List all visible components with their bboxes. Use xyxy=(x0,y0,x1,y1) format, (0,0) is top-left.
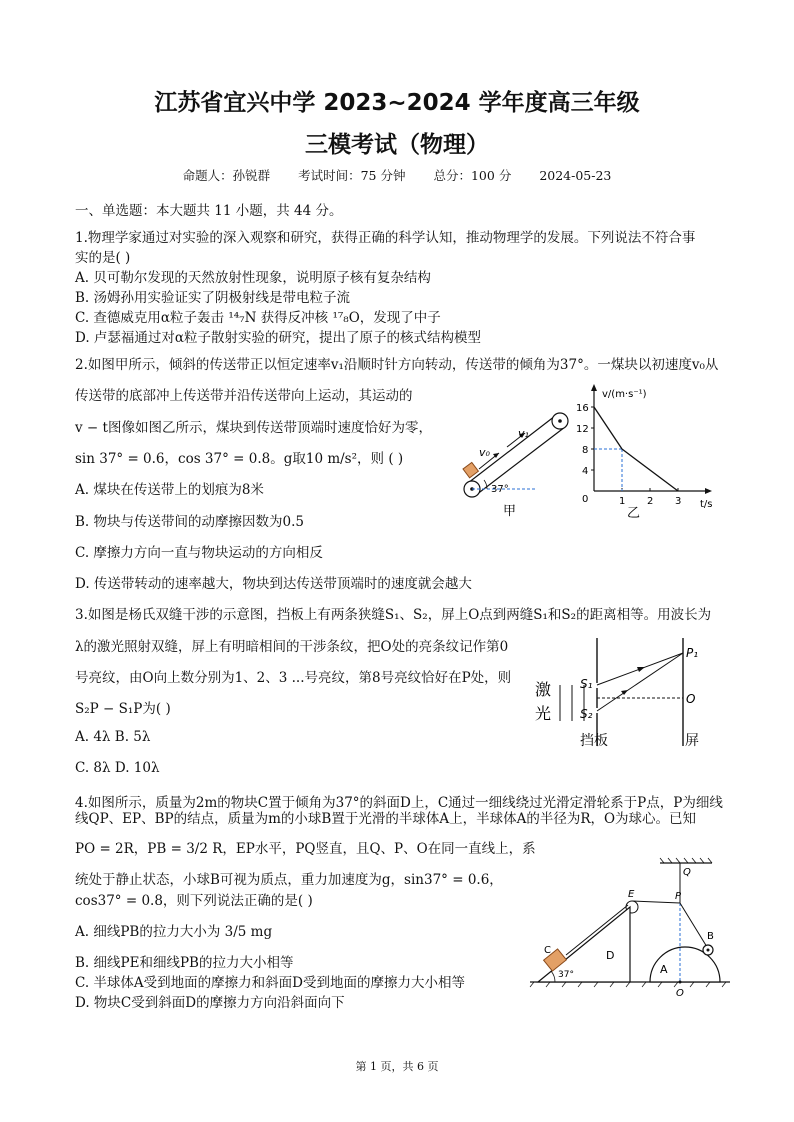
q4-stem-5: cos37° = 0.8，则下列说法正确的是( ) xyxy=(75,893,313,909)
q3-options-cd: C. 8λ D. 10λ xyxy=(75,760,160,776)
label-s1: S₁ xyxy=(580,677,593,691)
section-heading: 一、单选题：本大题共 11 小题，共 44 分。 xyxy=(75,203,343,219)
label-s2: S₂ xyxy=(580,707,593,721)
label-laser-2: 光 xyxy=(535,704,552,723)
y-tick-label: 16 xyxy=(576,403,589,414)
label-angle-37: 37° xyxy=(491,484,509,495)
label-angle: 37° xyxy=(558,970,574,980)
q1-stem-2: 实的是( ) xyxy=(75,250,131,266)
q1-option-a: A. 贝可勒尔发现的天然放射性现象，说明原子核有复杂结构 xyxy=(75,270,431,286)
q2-stem-2: 传送带的底部冲上传送带并沿传送带向上运动，其运动的 xyxy=(75,388,413,404)
figure-label-yi: 乙 xyxy=(627,506,641,521)
x-axis-label: t/s xyxy=(700,499,713,510)
q2-option-a: A. 煤块在传送带上的划痕为8米 xyxy=(75,482,264,498)
label-screen: 屏 xyxy=(685,733,699,749)
label-v1: v₁ xyxy=(518,427,529,440)
label-o-center: O xyxy=(676,988,684,999)
q2-stem-1: 2.如图甲所示，倾斜的传送带正以恒定速率v₁沿顺时针方向转动，传送带的倾角为37°。一煤块以初速度v₀从 xyxy=(75,357,719,373)
q2-option-b: B. 物块与传送带间的动摩擦因数为0.5 xyxy=(75,514,304,530)
y-axis-label: v/(m·s⁻¹) xyxy=(602,389,647,400)
label-q: Q xyxy=(683,867,691,878)
label-p: P xyxy=(675,891,682,902)
figure-label-jia: 甲 xyxy=(503,504,517,519)
y-tick-label: 8 xyxy=(582,445,589,456)
q1-option-c: C. 查德威克用α粒子轰击 ¹⁴₇N 获得反冲核 ¹⁷₈O，发现了中子 xyxy=(75,310,441,326)
q1-stem-1: 1.物理学家通过对实验的深入观察和研究，获得正确的科学认知，推动物理学的发展。下列说法不符合事 xyxy=(75,230,696,246)
page-footer: 第 1 页，共 6 页 xyxy=(355,1060,439,1073)
origin-label: 0 xyxy=(582,494,589,505)
q4-option-d: D. 物块C受到斜面D的摩擦力方向沿斜面向下 xyxy=(75,995,345,1011)
exam-title: 江苏省宜兴中学 2023~2024 学年度高三年级 xyxy=(154,90,640,116)
y-tick-label: 12 xyxy=(576,424,589,435)
exam-subtitle: 三模考试（物理） xyxy=(305,132,489,158)
q4-stem-2-prefix: 线QP、 xyxy=(75,811,123,827)
q4-stem-2-wrap xyxy=(75,807,696,827)
q2-option-d: D. 传送带转动的速率越大，物块到达传送带顶端时的速度就会越大 xyxy=(75,576,472,592)
label-c: C xyxy=(544,945,551,956)
label-e: E xyxy=(628,889,635,900)
meta-score: 总分：100 分 xyxy=(433,168,512,183)
label-d: D xyxy=(606,949,615,962)
q1-option-d: D. 卢瑟福通过对α粒子散射实验的研究，提出了原子的核式结构模型 xyxy=(75,330,482,346)
q2-stem-4: sin 37° = 0.6，cos 37° = 0.8。g取10 m/s²，则 ( ) xyxy=(75,451,404,467)
vt-graph xyxy=(570,382,720,522)
q4-stem-1: 4.如图所示，质量为2m的物块C置于倾角为37°的斜面D上，C通过一细线绕过光滑定滑轮系于P点，P为细线 xyxy=(75,795,723,811)
y-tick-label: 4 xyxy=(582,466,589,477)
vt-segment-2 xyxy=(622,449,678,491)
q4-stem-2: EP、BP的结点，质量为m的小球B置于光滑的半球体A上，半球体A的半径为R，O为球心。已知 xyxy=(122,811,697,827)
q4-option-c: C. 半球体A受到地面的摩擦力和斜面D受到地面的摩擦力大小相等 xyxy=(75,975,466,991)
conveyor-belt-figure xyxy=(455,385,585,520)
label-laser-1: 激 xyxy=(535,680,552,699)
exam-meta xyxy=(0,166,794,184)
meta-author: 命题人：孙锐群 xyxy=(182,168,271,183)
x-tick-label: 1 xyxy=(619,496,626,507)
q3-stem-4: S₂P − S₁P为( ) xyxy=(75,701,171,717)
string-ep xyxy=(632,901,680,903)
q2-option-c: C. 摩擦力方向一直与物块运动的方向相反 xyxy=(75,545,323,561)
incline-pulley-figure xyxy=(520,855,735,1005)
x-tick-label: 2 xyxy=(647,496,654,507)
q3-stem-2: λ的激光照射双缝，屏上有明暗相间的干涉条纹，把O处的亮条纹记作第0 xyxy=(75,639,509,655)
q4-option-a: A. 细线PB的拉力大小为 3/5 mg xyxy=(75,924,273,940)
q3-options-ab: A. 4λ B. 5λ xyxy=(75,729,151,745)
q2-stem-3: v − t图像如图乙所示，煤块到传送带顶端时速度恰好为零， xyxy=(75,420,432,436)
vt-segment-1 xyxy=(594,407,622,449)
q4-option-b: B. 细线PE和细线PB的拉力大小相等 xyxy=(75,955,294,971)
label-o: O xyxy=(686,692,696,706)
label-b: B xyxy=(707,931,714,942)
coal-block-icon xyxy=(463,462,478,477)
q3-stem-1: 3.如图是杨氏双缝干涉的示意图，挡板上有两条狭缝S₁、S₂，屏上O点到两缝S₁和S₂的距离相等。用波长为 xyxy=(75,607,712,623)
label-p1: P₁ xyxy=(686,646,699,660)
meta-date: 2024-05-23 xyxy=(539,168,612,183)
label-v0: v₀ xyxy=(479,446,490,459)
q3-stem-3: 号亮纹，由O向上数分别为1、2、3 ...号亮纹，第8号亮纹恰好在P处，则 xyxy=(75,670,512,686)
label-barrier: 挡板 xyxy=(580,733,608,749)
meta-time: 考试时间：75 分钟 xyxy=(298,168,406,183)
q4-stem-3: PO = 2R，PB = 3/2 R，EP水平，PQ竖直，且Q、P、O在同一直线上，系 xyxy=(75,841,536,857)
string-pb xyxy=(680,903,707,947)
q4-stem-4: 统处于静止状态，小球B可视为质点，重力加速度为g，sin37° = 0.6， xyxy=(75,872,503,888)
x-tick-label: 3 xyxy=(675,496,682,507)
q1-option-b: B. 汤姆孙用实验证实了阴极射线是带电粒子流 xyxy=(75,290,351,306)
double-slit-figure xyxy=(525,633,725,758)
label-a: A xyxy=(660,963,668,976)
